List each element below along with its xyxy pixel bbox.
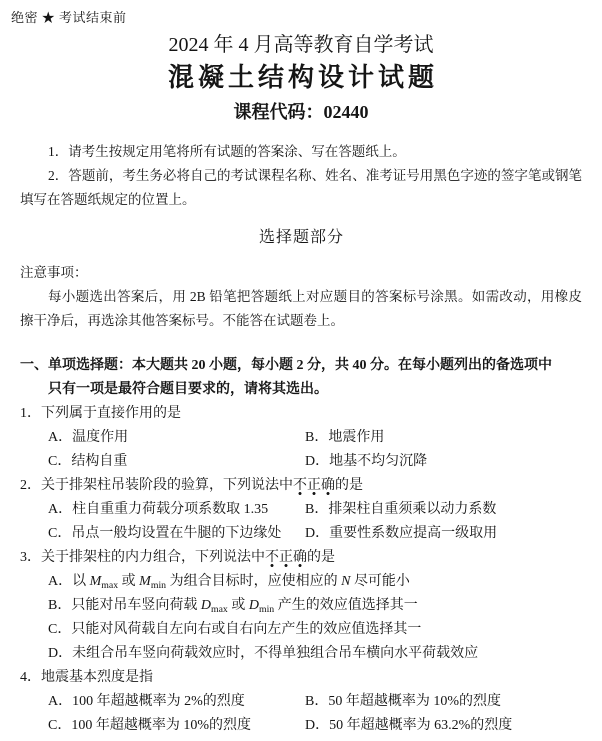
emphasized-text: 不正确 bbox=[293, 478, 335, 496]
option-text: 地震作用 bbox=[328, 430, 385, 445]
option-text: 重要性系数应提高一级取用 bbox=[329, 526, 498, 541]
option-a bbox=[48, 426, 305, 450]
option-list bbox=[20, 690, 582, 738]
option-letter: D． bbox=[305, 718, 330, 733]
option-text: 50 年超越概率为 10%的烈度 bbox=[328, 694, 502, 709]
option-letter: B． bbox=[305, 694, 329, 709]
option-text: 以 bbox=[72, 574, 90, 589]
question-number: 3． bbox=[20, 550, 41, 565]
option-letter: A． bbox=[48, 574, 73, 589]
option-letter: C． bbox=[48, 622, 72, 637]
option-c bbox=[48, 618, 582, 642]
question-text: 关于排架柱吊装阶段的验算，下列说法中 bbox=[41, 478, 293, 493]
exam-session-title: 2024 年 4 月高等教育自学考试 bbox=[168, 34, 434, 56]
option-letter: C． bbox=[48, 526, 72, 541]
option-text: 地基不均匀沉降 bbox=[329, 454, 428, 469]
question-number: 2． bbox=[20, 478, 41, 493]
option-d bbox=[305, 450, 582, 474]
math-variable: M bbox=[139, 574, 151, 589]
instruction-2 bbox=[20, 164, 582, 212]
question-stem bbox=[20, 474, 582, 498]
question-text-end: 的是 bbox=[307, 550, 335, 565]
option-text: 100 年超越概率为 10%的烈度 bbox=[71, 718, 252, 733]
option-list bbox=[20, 426, 582, 474]
section-heading-line-1: 一、单项选择题：本大题共 20 小题，每小题 2 分，共 40 分。在每小题列出的备选项中 bbox=[20, 358, 552, 373]
option-text: 排架柱自重须乘以动力系数 bbox=[328, 502, 497, 517]
math-variable: D bbox=[248, 598, 259, 613]
instruction-text: 请考生按规定用笔将所有试题的答案涂、写在答题纸上。 bbox=[68, 144, 406, 159]
option-letter: B． bbox=[305, 502, 329, 517]
question-number: 1． bbox=[20, 406, 41, 421]
option-text: 100 年超越概率为 2%的烈度 bbox=[72, 694, 245, 709]
option-text: 只能对吊车竖向荷载 bbox=[71, 598, 201, 613]
question-2 bbox=[20, 474, 582, 546]
question-text: 下列属于直接作用的是 bbox=[41, 406, 181, 421]
option-a bbox=[48, 498, 305, 522]
option-letter: D． bbox=[305, 526, 330, 541]
question-text-end: 的是 bbox=[335, 478, 363, 493]
option-a bbox=[48, 690, 305, 714]
question-stem bbox=[20, 666, 582, 690]
option-d bbox=[305, 522, 582, 546]
option-text: 50 年超越概率为 63.2%的烈度 bbox=[329, 718, 513, 733]
option-letter: C． bbox=[48, 454, 72, 469]
math-subscript: min bbox=[258, 603, 275, 615]
option-list bbox=[20, 498, 582, 546]
option-b bbox=[48, 594, 582, 618]
option-list bbox=[20, 570, 582, 666]
section-heading-line-2: 只有一项是最符合题目要求的，请将其选出。 bbox=[48, 382, 328, 397]
question-3 bbox=[20, 546, 582, 666]
option-text: 产生的效应值选择其一 bbox=[274, 598, 418, 613]
option-letter: D． bbox=[48, 646, 73, 661]
option-a bbox=[48, 570, 582, 594]
option-text: 尽可能小 bbox=[350, 574, 410, 589]
option-text: 柱自重重力荷载分项系数取 1.35 bbox=[72, 502, 269, 517]
question-stem bbox=[20, 546, 582, 570]
option-c bbox=[48, 450, 305, 474]
option-b bbox=[305, 498, 582, 522]
option-c bbox=[48, 714, 305, 738]
notice-label: 注意事项： bbox=[20, 265, 88, 280]
math-variable: D bbox=[200, 598, 211, 613]
instruction-1 bbox=[20, 140, 582, 164]
math-subscript: max bbox=[210, 603, 228, 615]
option-letter: D． bbox=[305, 454, 330, 469]
option-b bbox=[305, 690, 582, 714]
option-text: 或 bbox=[227, 598, 249, 613]
option-d bbox=[48, 642, 582, 666]
notice-text: 每小题选出答案后，用 2B 铅笔把答题纸上对应题目的答案标号涂黑。如需改动，用橡皮擦干净后，再选涂其他答案标号。不能答在试题卷上。 bbox=[20, 289, 582, 328]
instruction-number: 1． bbox=[48, 144, 69, 159]
question-1 bbox=[20, 402, 582, 474]
question-text: 关于排架柱的内力组合，下列说法中 bbox=[41, 550, 265, 565]
math-variable: N bbox=[341, 574, 351, 589]
option-letter: C． bbox=[48, 718, 72, 733]
exam-subject-title: 混凝土结构设计试题 bbox=[167, 63, 438, 92]
question-number: 4． bbox=[20, 670, 41, 685]
instruction-number: 2． bbox=[48, 168, 69, 183]
option-text: 只能对风荷载自左向右或自右向左产生的效应值选择其一 bbox=[71, 622, 422, 637]
part-title: 选择题部分 bbox=[258, 229, 344, 246]
option-letter: A． bbox=[48, 694, 73, 709]
math-subscript: min bbox=[150, 579, 167, 591]
math-subscript: max bbox=[101, 579, 119, 591]
emphasized-text: 不正确 bbox=[265, 550, 307, 568]
option-text: 温度作用 bbox=[72, 430, 129, 445]
option-text: 未组合吊车竖向荷载效应时，不得单独组合吊车横向水平荷载效应 bbox=[72, 646, 479, 661]
option-text: 吊点一般均设置在牛腿的下边缘处 bbox=[71, 526, 282, 541]
question-stem bbox=[20, 402, 582, 426]
option-text: 结构自重 bbox=[71, 454, 128, 469]
option-letter: B． bbox=[305, 430, 329, 445]
course-code: 课程代码：02440 bbox=[233, 102, 369, 122]
option-d bbox=[305, 714, 582, 738]
option-letter: B． bbox=[48, 598, 72, 613]
option-b bbox=[305, 426, 582, 450]
option-letter: A． bbox=[48, 430, 73, 445]
instruction-text: 答题前，考生务必将自己的考试课程名称、姓名、准考证号用黑色字迹的签字笔或钢笔填写在答题纸规定的位置上。 bbox=[20, 168, 583, 207]
question-4 bbox=[20, 666, 582, 738]
option-c bbox=[48, 522, 305, 546]
option-text: 为组合目标时，应使相应的 bbox=[166, 574, 342, 589]
option-text: 或 bbox=[118, 574, 140, 589]
question-text: 地震基本烈度是指 bbox=[41, 670, 153, 685]
math-variable: M bbox=[89, 574, 102, 589]
option-letter: A． bbox=[48, 502, 73, 517]
confidential-label: 绝密 ★ 考试结束前 bbox=[11, 10, 127, 25]
